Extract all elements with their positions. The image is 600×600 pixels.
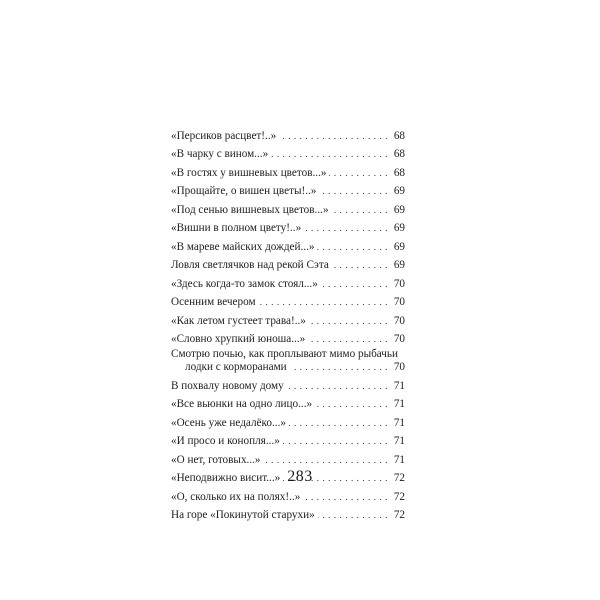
- toc-entry: [171, 124, 405, 143]
- toc-entry: [171, 328, 405, 347]
- toc-entry: [171, 272, 405, 291]
- dot-leader: [289, 417, 388, 430]
- toc-entry-title: Осенним вечером: [171, 296, 256, 308]
- dot-leader: [303, 491, 388, 504]
- toc-entry: [171, 254, 405, 273]
- toc-entry-title-line2: лодки с корморанами: [185, 361, 287, 373]
- toc-entry-title: Ловля светлячков над рекой Сэта: [171, 259, 329, 271]
- toc-entry-page: 68: [393, 166, 405, 179]
- dot-leader: [264, 454, 388, 467]
- toc-entry-page: 68: [393, 129, 405, 142]
- toc-entry: [171, 346, 405, 374]
- toc-entry-title: «Здесь когда-то замок стоял...»: [171, 277, 318, 290]
- toc-entry-page: 71: [393, 453, 405, 466]
- toc-entry-title-line1: Смотрю почью, как проплывают мимо рыбачьи: [171, 348, 399, 360]
- toc-entry-title: «И просо и конопля...»: [171, 435, 280, 447]
- table-of-contents: [171, 124, 405, 522]
- dot-leader: [321, 278, 388, 291]
- toc-entry-page: 71: [393, 416, 405, 429]
- page-number: 283: [287, 468, 313, 485]
- toc-entry: [171, 217, 405, 236]
- toc-entry-title: «Под сенью вишневых цветов...»: [171, 203, 329, 216]
- dot-leader: [259, 296, 388, 309]
- toc-entry: [171, 374, 405, 393]
- toc-entry-page: 70: [393, 314, 405, 327]
- toc-entry-title: «Персиков расцвет!..»: [171, 129, 277, 142]
- toc-entry-page: 71: [393, 398, 405, 410]
- toc-entry-page: 69: [393, 203, 405, 216]
- dot-leader: [271, 148, 388, 161]
- toc-entry-page: 70: [393, 277, 405, 290]
- toc-entry-page: 68: [393, 148, 405, 160]
- dot-leader: [290, 361, 388, 374]
- dot-leader: [304, 222, 388, 235]
- toc-entry: [171, 504, 405, 523]
- toc-entry-title: «В мареве майских дождей...»: [171, 240, 315, 253]
- toc-entry-title: «Словно хрупкий юноша...»: [171, 333, 306, 345]
- toc-entry: [171, 485, 405, 504]
- toc-entry-page: 70: [393, 296, 405, 308]
- toc-entry-page: 72: [393, 509, 405, 521]
- dot-leader: [309, 315, 388, 328]
- dot-leader: [332, 259, 388, 272]
- toc-entry-page: 71: [393, 379, 405, 392]
- toc-entry-page: 72: [393, 490, 405, 503]
- dot-leader: [287, 380, 388, 393]
- toc-entry-page: 70: [393, 333, 405, 345]
- toc-entry: [171, 448, 405, 467]
- dot-leader: [318, 509, 388, 522]
- toc-entry-title: «Вишни в полном цвету!..»: [171, 222, 302, 234]
- toc-entry: [171, 430, 405, 449]
- toc-entry-page: 70: [393, 361, 405, 373]
- dot-leader: [319, 185, 388, 198]
- toc-entry: [171, 180, 405, 199]
- toc-entry-title: «Прощайте, о вишен цветы!..»: [171, 185, 317, 197]
- toc-entry-title: В похвалу новому дому: [171, 379, 284, 392]
- dot-leader: [315, 398, 388, 411]
- dot-leader: [283, 435, 388, 448]
- dot-leader: [332, 204, 388, 217]
- toc-entry: [171, 198, 405, 217]
- toc-entry-title: «В гостях у вишневых цветов...»: [171, 166, 327, 179]
- toc-entry-second-row: [171, 361, 405, 374]
- toc-entry-page: 69: [393, 240, 405, 253]
- dot-leader: [317, 241, 388, 254]
- toc-entry-title: «В чарку с вином...»: [171, 148, 269, 160]
- toc-entry: [171, 309, 405, 328]
- toc-entry: [171, 161, 405, 180]
- toc-entry-title: На горе «Покинутой старухи»: [171, 509, 315, 521]
- toc-entry-page: 72: [393, 472, 405, 484]
- toc-entry-title: «Как летом густеет трава!..»: [171, 314, 306, 327]
- toc-entry-page: 69: [393, 222, 405, 234]
- dot-leader: [308, 333, 388, 346]
- toc-entry-title: «Осень уже недалёко...»: [171, 416, 286, 429]
- toc-entry-title: «Все вьюнки на одно лицо...»: [171, 398, 313, 410]
- toc-entry-page: 71: [393, 435, 405, 447]
- toc-entry-title: «О, сколько их на полях!..»: [171, 490, 301, 503]
- toc-entry: [171, 393, 405, 412]
- toc-entry-title: «Неподвижно висит...»: [171, 472, 281, 484]
- toc-entry: [171, 291, 405, 310]
- toc-entry-page: 69: [393, 185, 405, 197]
- toc-entry-title: «О нет, готовых...»: [171, 453, 261, 466]
- toc-entry: [171, 411, 405, 430]
- toc-entry: [171, 235, 405, 254]
- toc-entry-page: 69: [393, 259, 405, 271]
- dot-leader: [279, 130, 388, 143]
- toc-entry: [171, 143, 405, 162]
- dot-leader: [329, 167, 388, 180]
